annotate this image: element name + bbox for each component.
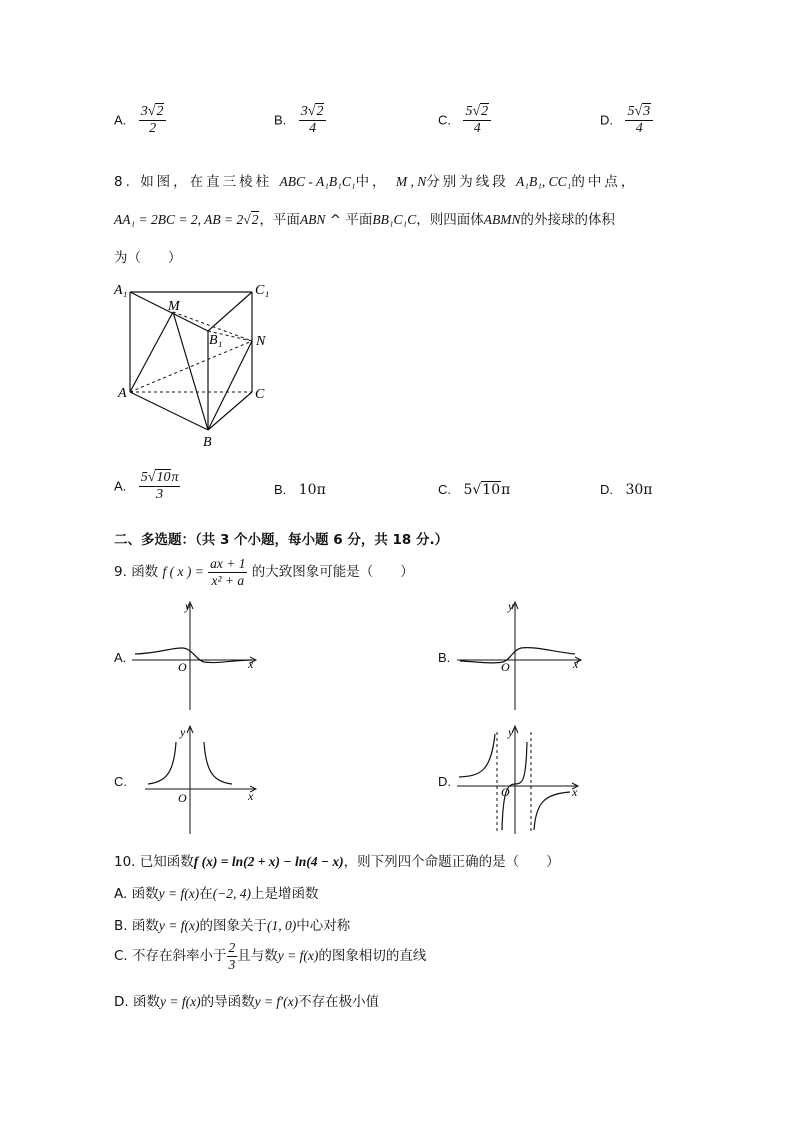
graph-a <box>130 598 265 713</box>
svg-text:y: y <box>180 725 186 739</box>
svg-text:y: y <box>508 599 514 613</box>
svg-text:x: x <box>248 657 254 671</box>
svg-text:x: x <box>573 657 579 671</box>
svg-text:O: O <box>178 660 187 674</box>
svg-text:y: y <box>508 725 514 739</box>
q10-option-c[interactable]: C. 不存在斜率小于 $\frac{2}{3}$ 且与数y = f(x)的图象相切的直线 <box>114 940 427 972</box>
q8-option-d[interactable]: D. 30π <box>600 482 653 498</box>
label-b: B <box>203 435 212 450</box>
svg-text:y: y <box>185 599 191 613</box>
svg-text:x: x <box>248 789 254 803</box>
q10-stem: 10. 已知函数f (x) = ln(2 + x) − ln(4 − x)，则下列四个命题正确的是（ ） <box>114 854 560 870</box>
q8-line2: AA₁ = 2BC = 2, AB = 2√2，平面ABN ^ 平面BB₁C₁C，则四面体ABMN的外接球的体积 <box>114 212 615 228</box>
svg-text:x: x <box>572 785 578 799</box>
graph-d <box>455 722 590 837</box>
label-m: M <box>168 299 180 314</box>
label-b1: B₁ <box>209 333 223 348</box>
q10-option-a[interactable]: A. 函数y = f(x)在(−2, 4)上是增函数 <box>114 886 319 902</box>
section-title: 二、多选题：（共 3 个小题，每小题 6 分，共 18 分.） <box>114 532 449 548</box>
graph-c <box>130 722 265 837</box>
q9-option-b[interactable]: B. <box>438 650 451 665</box>
label-c: C <box>255 387 265 402</box>
q7-option-d[interactable]: D. $\frac{5√3}{4}$ <box>600 104 653 137</box>
q9-stem: 9. 函数 f ( x ) = $\frac{ax + 1}{\text{x² + a}}$ 的大致图象可能是（ ） <box>114 556 414 588</box>
svg-text:O: O <box>178 791 187 805</box>
label-n: N <box>256 334 266 349</box>
q7-option-b[interactable]: B. $\frac{3√2}{4}$ <box>274 104 326 137</box>
q8-option-a[interactable]: A. $\frac{5√10\pi}{3}$ <box>114 470 179 503</box>
label-c1: C₁ <box>255 283 270 298</box>
prism-figure <box>110 278 280 453</box>
svg-text:O: O <box>501 785 510 799</box>
q9-option-c[interactable]: C. <box>114 774 127 789</box>
q8-option-c[interactable]: C. 5√10π <box>438 482 511 498</box>
q8-line3: 为（ ） <box>114 250 182 266</box>
graph-b <box>455 598 590 713</box>
q7-option-a[interactable]: A. $\frac{3√2}{2}$ <box>114 104 166 137</box>
q9-option-d[interactable]: D. <box>438 774 451 789</box>
q8-line1: 8. 如图，在直三棱柱 ABC - A₁B₁C₁中， M , N分别为线段 A₁B₁, CC₁的中点， <box>114 174 638 190</box>
q7-option-c[interactable]: C. $\frac{5√2}{4}$ <box>438 104 491 137</box>
q8-option-b[interactable]: B. 10π <box>274 482 326 498</box>
label-a1: A₁ <box>114 283 128 298</box>
q10-option-b[interactable]: B. 函数y = f(x)的图象关于(1, 0)中心对称 <box>114 918 351 934</box>
q9-option-a[interactable]: A. <box>114 650 127 665</box>
label-a: A <box>118 386 127 401</box>
q10-option-d[interactable]: D. 函数y = f(x)的导函数y = f′(x)不存在极小值 <box>114 994 380 1010</box>
svg-text:O: O <box>501 660 510 674</box>
